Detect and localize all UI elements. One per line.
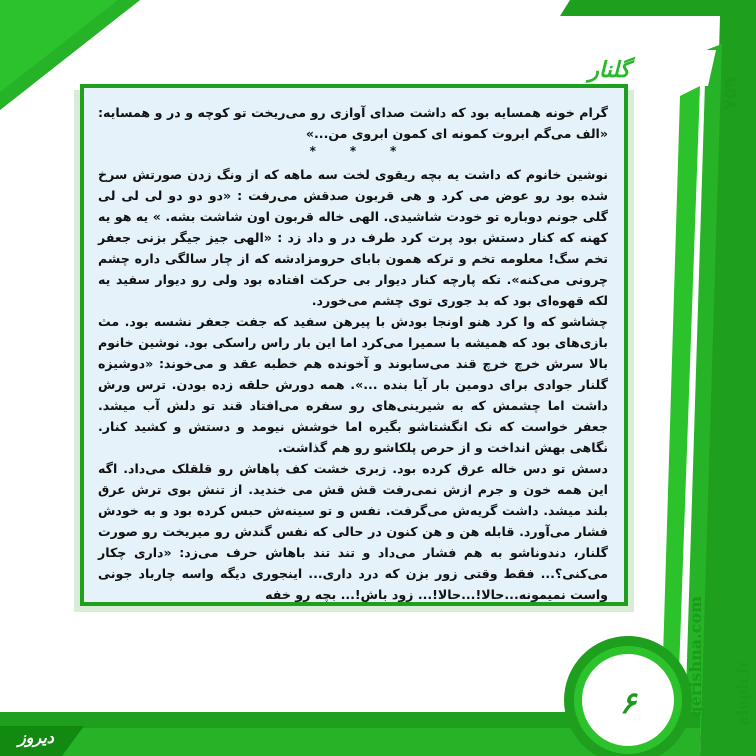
paragraph-1: گرام خونه همسایه بود که داشت صدای آوازی رو می‌ریخت تو کوچه و در و همسایه: «الف می‌گم ابروت کمونه ای کمون ابروی من...» (98, 105, 608, 141)
page-number: ۷۵۹ (720, 77, 741, 110)
paragraph-3: چشاشو که وا کرد هنو اونجا بودش با پیرهن سفید که جفت جعفر نشسه بود. مث بازی‌های بود که همیشه با سمیرا می‌کرد اما این بار راس راسکی بود. نوشین خانوم بالا سرش خرچ خرچ قند می‌سابوند و آخونده هم خطبه عقد و می‌خوند: «دوشیزه گلنار جوادی برای دومین بار آیا بنده ...». همه دورش حلقه زده بودن. ترس ورش داشت اما چشمش که به شیرینی‌های رو سفره می‌افتاد قند تو دلش آب میشد. جعفر خواست که نک انگشتاشو بگیره اما خوشش نیومد و دستش و کشید کنار. نگاهی بهش انداخت و از حرص پلکاشو رو هم گذاشت. (98, 314, 608, 455)
content-box (80, 84, 628, 606)
side-text-aleph: aleph.ir (734, 660, 752, 726)
separator-star-2: * (349, 144, 357, 158)
side-text-gerishna: gerishna.com (686, 596, 705, 718)
separator-star-1: * (390, 144, 397, 158)
paragraph-2: نوشین خانوم که داشت یه بچه ریقوی لخت سه ماهه که از ونگ زدن صورتش سرخ شده بود رو عوض می کرد و هی قربون صدقش می‌رفت : «دو دو دو لی لی لی گلی جونم دوباره تو خودت شاشیدی. الهی خاله قربون اون شاشت بشه. » یه هو یه کهنه که کنار دستش بود پرت کرد طرف در و داد زد : «الهی جیز جیگر بزنی جعفر تخم سگ! معلومه تخم و ترکه همون بابای حرومزادشه که از چار سالگی داره چشم چرونی می‌کنه». تکه پارچه کنار دیوار بی حرکت افتاده بود ولی رو دیوار سفید یه لکه قهوه‌ای بود که بد جوری توی چشم می‌خورد. (98, 167, 608, 308)
page-title: گلنار (588, 58, 630, 83)
section-number: ۶ (619, 686, 637, 721)
separator (98, 144, 608, 158)
separator-star-3: * (309, 144, 316, 158)
top-right-band (560, 0, 756, 16)
paragraph-4: دسش تو دس خاله عرق کرده بود. زبری خشت کف پاهاش رو قلقلک می‌داد. اگه این همه خون و جرم ازش نمی‌رفت قش قش می خندید. از تنش بوی ترش عرق بلند میشد. داشت گریه‌ش می‌گرفت. نفس و تو سینه‌ش حبس کرده بود و به خودش فشار می‌آورد. قابله هن و هن کنون در حالی که نفس گندش رو میریخت رو صورت گلنار، دندوناشو به هم فشار می‌داد و تند تند باهاش حرف می‌زد: «داری چکار می‌کنی؟... فقط وقتی زور بزن که درد داری... اینجوری دیگه واسه چارباد جونی واست نمیمونه...حالا!...حالا!... زود باش!... بچه رو خفه (98, 461, 608, 602)
footer-label: دیروز (18, 728, 54, 747)
